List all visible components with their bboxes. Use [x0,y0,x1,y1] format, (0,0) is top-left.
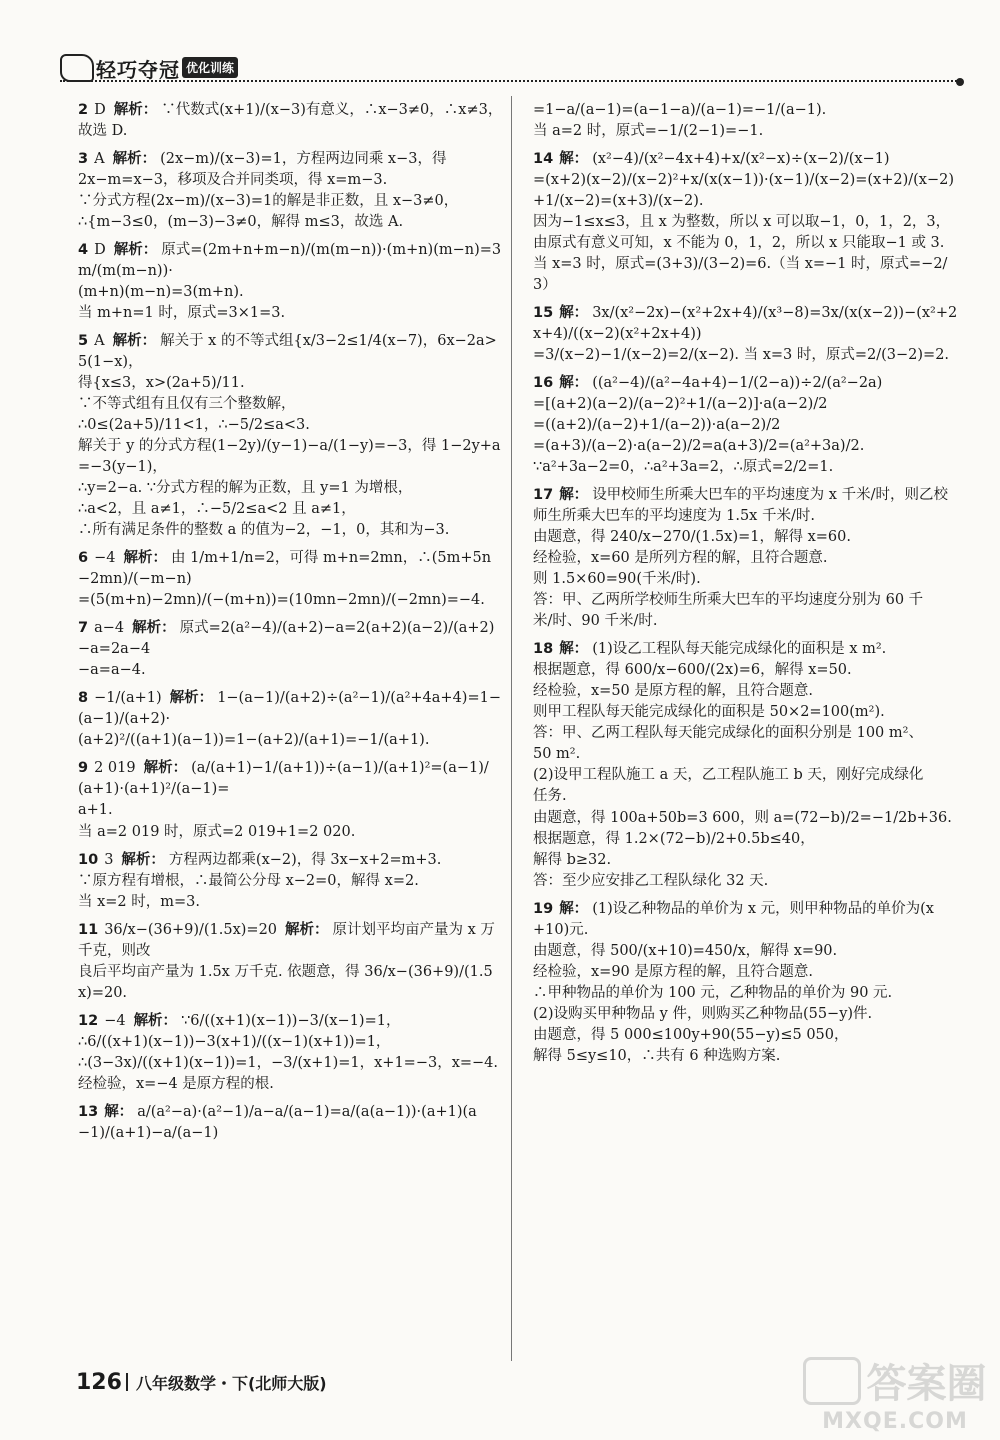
solution-text: 设甲校师生所乘大巴车的平均速度为 x 千米/时，则乙校 [592,487,948,504]
answer-item [533,899,963,1067]
question-number: 8 [78,690,89,707]
question-number: 12 [78,1012,99,1029]
answer-line [78,415,503,436]
analysis-tag: 解析： [112,151,157,168]
answer-line [533,899,963,920]
solution-text: a+1. [78,802,113,819]
question-number: 4 [78,242,89,259]
analysis-tag: 解： [559,151,589,168]
answer-line [78,282,503,303]
answer-item [533,639,963,891]
page-footer [76,1370,576,1400]
solution-text: 答：甲、乙两所学校师生所乘大巴车的平均速度分别为 60 千 [533,592,924,609]
answer-line [78,800,503,821]
solution-text: =3/(x−2)−1/(x−2)=2/(x−2). 当 x=3 时，原式=2/(3−2)=2. [533,347,950,364]
question-number: 2 [78,102,89,118]
brand-subtitle: 优化训练 [182,57,238,78]
answer-choice: D [94,102,106,118]
analysis-tag: 解析： [133,1012,178,1029]
answer-line [533,920,963,941]
analysis-tag: 解析： [123,550,167,567]
brand-name: 轻巧夺冠 [96,58,180,82]
answer-line [78,100,503,142]
answer-item [533,149,963,296]
answer-line [78,850,503,871]
answer-line [533,506,963,527]
question-number: 9 [78,760,89,777]
answer-line [533,850,963,871]
answer-line [533,681,963,702]
answer-choice: −4 [94,550,116,567]
solution-text: 根据题意，得 600/x−600/(2x)=6，解得 x=50. [533,662,852,679]
watermark [800,1352,990,1432]
answer-line [533,723,963,744]
analysis-tag: 解析： [113,102,158,118]
answer-line [78,660,503,681]
solution-text: 原式=(2m+n+m−n)/(m(m−n))·(m+n)(m−n)=3m/(m(m−n))· [78,242,502,280]
analysis-tag: 解析： [113,242,158,259]
solution-text: (1)设乙种物品的单价为 x 元，则甲种物品的单价为(x [592,900,934,917]
answer-line [78,373,503,394]
question-number: 16 [533,375,554,392]
page-header [60,50,960,90]
answer-line [533,527,963,548]
solution-text: 解关于 x 的不等式组{x/3−2≤1/4(x−7)，6x−2a>5(1−x)， [78,333,497,371]
question-number: 5 [78,333,89,350]
solution-text: ∴a<2，且 a≠1，∴−5/2≤a<2 且 a≠1， [78,501,356,518]
solution-text: ∴6/((x+1)(x−1))−3(x+1)/((x−1)(x+1))=1， [78,1033,391,1050]
answer-line [78,1032,503,1053]
solution-text: 3x/(x²−2x)−(x²+2x+4)/(x³−8)=3x/(x(x−2))−(x²+2x+4)/((x−2)(x²+2x+4)) [533,305,958,343]
answer-line [78,1011,503,1032]
answer-line [78,920,503,962]
answer-line [533,1004,963,1025]
answer-item [533,485,963,632]
solution-text: 方程两边都乘(x−2)，得 3x−x+2=m+3. [168,851,442,868]
answer-line [533,871,963,892]
answer-line [78,618,503,660]
answer-line [78,436,503,478]
left-column [78,100,503,1151]
answer-line [533,639,963,660]
solution-text: 当 a=2 时，原式=−1/(2−1)=−1. [533,123,764,140]
solution-text: 当 x=3 时，原式=(3+3)/(3−2)=6.（当 x=−1 时，原式=−2/3） [533,256,948,294]
solution-text: ((a²−4)/(a²−4a+4)−1/(2−a))÷2/(a²−2a) [592,375,883,392]
answer-line [533,941,963,962]
solution-text: 由题意，得 5 000≤100y+90(55−y)≤5 050， [533,1026,849,1043]
answer-line [533,485,963,506]
answer-line [533,569,963,590]
solution-text: 米/时、90 千米/时. [533,613,658,630]
solution-text: 由 1/m+1/n=2，可得 m+n=2mn，∴(5m+5n−2mn)/(−m−n) [78,550,492,588]
answer-line [78,303,503,324]
solution-text: 解得 b≥32. [533,851,612,868]
solution-text: 由题意，得 240/x−270/(1.5x)=1，解得 x=60. [533,529,851,546]
header-rule-dot [956,78,964,86]
analysis-tag: 解析： [285,921,329,938]
answer-choice: A [94,151,105,168]
answer-line [78,892,503,913]
solution-text: 当 x=2 时，m=3. [78,893,201,910]
answer-item [78,331,503,541]
answer-line [533,121,963,142]
answer-line [533,149,963,170]
solution-text: 则 1.5×60=90(千米/时). [533,571,701,588]
solution-text: 经检验，x=60 是所列方程的解，且符合题意. [533,550,828,567]
answer-item [78,149,503,233]
solution-text: −a=a−4. [78,662,146,679]
solution-text: 答：甲、乙两工程队每天能完成绿化的面积分别是 100 m²、 [533,725,923,742]
answer-line [533,962,963,983]
analysis-tag: 解析： [132,620,176,637]
analysis-tag: 解： [559,375,589,392]
answer-line [78,962,503,1004]
solution-text: (2x−m)/(x−3)=1，方程两边同乘 x−3，得 [160,151,447,168]
answer-line [533,373,963,394]
answer-item [78,1102,503,1144]
answer-choice: A [94,333,105,350]
answer-line [78,240,503,282]
answer-item [533,100,963,142]
solution-text: 1−(a−1)/(a+2)÷(a²−1)/(a²+4a+4)=1−(a−1)/(a+2)· [78,690,501,728]
analysis-tag: 解： [559,641,589,658]
answer-choice: a−4 [94,620,125,637]
answer-item [78,758,503,842]
answer-line [533,233,963,254]
answer-item [78,688,503,751]
header-rule [60,80,960,82]
answer-line [78,590,503,611]
answer-line [78,822,503,843]
answer-line [533,254,963,296]
question-number: 7 [78,620,89,637]
book-title: 八年级数学・下(北师大版) [135,1374,327,1393]
answer-line [78,1102,503,1144]
solution-text: (1)设乙工程队每天能完成绿化的面积是 x m². [592,641,887,658]
answer-line [533,590,963,611]
answer-line [533,415,963,436]
answer-item [533,303,963,366]
solution-text: ∴0≤(2a+5)/11<1，∴−5/2≤a<3. [78,417,310,434]
solution-text: ∴(3−3x)/((x+1)(x−1))=1，−3/(x+1)=1，x+1=−3，x=−4. [78,1054,499,1071]
analysis-tag: 解析： [143,760,188,777]
analysis-tag: 解析： [112,333,157,350]
answer-line [78,499,503,520]
answer-line [78,478,503,499]
answer-item [533,373,963,478]
solution-text: =(a+3)/(a−2)·a(a−2)/2=a(a+3)/2=(a²+3a)/2. [533,438,865,455]
answer-line [533,212,963,233]
solution-text: 由题意，得 100a+50b=3 600，则 a=(72−b)/2=−1/2b+36. [533,809,952,826]
answer-line [78,331,503,373]
question-number: 13 [78,1103,99,1120]
solution-text: (x²−4)/(x²−4x+4)+x/(x²−x)÷(x−2)/(x−1) [592,151,890,168]
solution-text: 50 m². [533,746,581,763]
question-number: 11 [78,921,99,938]
answer-line [533,611,963,632]
analysis-tag: 解： [559,900,589,917]
solution-text: 良后平均亩产量为 1.5x 万千克. 依题意，得 36/x−(36+9)/(1.5x)=20. [78,963,493,1001]
solution-text: 答：至少应安排乙工程队绿化 32 天. [533,872,769,889]
solution-text: ∴所有满足条件的整数 a 的值为−2，−1，0，其和为−3. [78,522,450,539]
footer-separator [126,1373,128,1391]
solution-text: (m+n)(m−n)=3(m+n). [78,284,244,301]
answer-line [533,808,963,829]
question-number: 15 [533,305,554,322]
solution-text: (2)设甲工程队施工 a 天，乙工程队施工 b 天，刚好完成绿化 [533,767,924,784]
solution-text: ∵6/((x+1)(x−1))−3/(x−1)=1， [181,1012,401,1029]
answer-line [533,548,963,569]
solution-text: ∵原方程有增根，∴最简公分母 x−2=0，解得 x=2. [78,872,419,889]
answer-line [533,345,963,366]
solution-text: ∵不等式组有且仅有三个整数解， [78,396,296,413]
solution-text: 得{x≤3，x>(2a+5)/11. [78,375,245,392]
answer-choice: 2 019 [94,760,136,777]
solution-text: 原式=2(a²−4)/(a+2)−a=2(a+2)(a−2)/(a+2)−a=2a−4 [78,620,495,658]
answer-line [533,170,963,212]
solution-text: ∴甲种物品的单价为 100 元，乙种物品的单价为 90 元. [533,984,893,1001]
solution-text: a/(a²−a)·(a²−1)/a−a/(a−1)=a/(a(a−1))·(a+1)(a−1)/(a+1)−a/(a−1) [78,1103,477,1141]
solution-text: =(x+2)(x−2)/(x−2)²+x/(x(x−1))·(x−1)/(x−2)=(x+2)/(x−2)+1/(x−2)=(x+3)/(x−2). [533,172,955,210]
answer-line [533,100,963,121]
solution-text: 由题意，得 500/(x+10)=450/x，解得 x=90. [533,942,838,959]
watermark-logo-icon [803,1357,861,1405]
question-number: 17 [533,487,554,504]
solution-text: ∵代数式(x+1)/(x−3)有意义，∴x−3≠0，∴x≠3，故选 D. [78,102,503,140]
solution-text: (a+2)²/((a+1)(a−1))=1−(a+2)/(a+1)=−1/(a+1). [78,732,430,749]
question-number: 6 [78,550,89,567]
solution-text: 经检验，x=−4 是原方程的根. [78,1075,274,1092]
answer-choice: 3 [104,851,114,868]
solution-text: =((a+2)/(a−2)+1/(a−2))·a(a−2)/2 [533,417,781,434]
right-column [533,100,963,1074]
answer-line [533,436,963,457]
solution-text: 经检验，x=50 是原方程的解，且符合题意. [533,683,813,700]
question-number: 19 [533,900,554,917]
answer-item [78,240,503,324]
solution-text: =[(a+2)(a−2)/(a−2)²+1/(a−2)]·a(a−2)/2 [533,396,828,413]
solution-text: 原计划平均亩产量为 x 万千克，则改 [78,921,495,959]
answer-line [533,1025,963,1046]
analysis-tag: 解： [104,1103,134,1120]
answer-line [78,730,503,751]
solution-text: (a/(a+1)−1/(a+1))÷(a−1)/(a+1)²=(a−1)/(a+1)·(a+1)²/(a−1)= [78,760,489,798]
answer-line [78,1053,503,1074]
watermark-text: 答案圈 [866,1361,987,1407]
answer-line [78,191,503,212]
brand-logo-icon [60,54,94,82]
solution-text: ∴y=2−a. ∵分式方程的解为正数，且 y=1 为增根， [78,480,413,497]
answer-item [78,100,503,142]
answer-line [533,660,963,681]
answer-line [78,548,503,590]
solution-text: 当 m+n=1 时，原式=3×1=3. [78,305,286,322]
answer-line [78,170,503,191]
answer-line [533,744,963,765]
solution-text: =1−a/(a−1)=(a−1−a)/(a−1)=−1/(a−1). [533,102,827,118]
answer-choice: D [94,242,106,259]
answer-line [78,212,503,233]
page-number: 126 [76,1370,122,1395]
answer-item [78,548,503,611]
answer-line [533,1046,963,1067]
solution-text: 当 a=2 019 时，原式=2 019+1=2 020. [78,823,356,840]
answer-line [78,688,503,730]
solution-text: 2x−m=x−3，移项及合并同类项，得 x=m−3. [78,172,388,189]
answer-line [533,829,963,850]
question-number: 10 [78,851,99,868]
solution-text: 经检验，x=90 是原方程的解，且符合题意. [533,963,813,980]
answer-line [533,983,963,1004]
analysis-tag: 解析： [121,851,165,868]
analysis-tag: 解： [559,305,589,322]
solution-text: (2)设购买甲种物品 y 件，则购买乙种物品(55−y)件. [533,1005,873,1022]
column-divider [511,96,512,1361]
answer-line [533,394,963,415]
solution-text: 师生所乘大巴车的平均速度为 1.5x 千米/时. [533,508,815,525]
answer-line [78,1074,503,1095]
answer-item [78,850,503,913]
answer-line [78,394,503,415]
solution-text: ∴{m−3≤0，(m−3)−3≠0，解得 m≤3，故选 A. [78,214,404,231]
solution-text: =(5(m+n)−2mn)/(−(m+n))=(10mn−2mn)/(−2mn)=−4. [78,592,485,609]
question-number: 18 [533,641,554,658]
solution-text: 因为−1≤x≤3，且 x 为整数，所以 x 可以取−1，0，1，2，3， [533,214,951,231]
answer-line [533,786,963,807]
answer-line [78,520,503,541]
solution-text: 解关于 y 的分式方程(1−2y)/(y−1)−a/(1−y)=−3，得 1−2y+a=−3(y−1)， [78,438,501,476]
answer-line [78,758,503,800]
answer-item [78,920,503,1004]
answer-choice: −1/(a+1) [94,690,162,707]
solution-text: 解得 5≤y≤10，∴共有 6 种选购方案. [533,1047,781,1064]
answer-line [533,457,963,478]
analysis-tag: 解析： [169,690,214,707]
watermark-url: MXQE.COM [822,1409,968,1434]
answer-line [78,871,503,892]
question-number: 14 [533,151,554,168]
answer-line [533,702,963,723]
solution-text: 根据题意，得 1.2×(72−b)/2+0.5b≤40， [533,830,815,847]
solution-text: 由原式有意义可知，x 不能为 0，1，2，所以 x 只能取−1 或 3. [533,235,945,252]
answer-item [78,1011,503,1095]
answer-item [78,618,503,681]
answer-choice: −4 [104,1012,126,1029]
solution-text: ∵分式方程(2x−m)/(x−3)=1的解是非正数，且 x−3≠0， [78,193,459,210]
answer-line [533,765,963,786]
answer-line [78,149,503,170]
solution-text: ∵a²+3a−2=0，∴a²+3a=2，∴原式=2/2=1. [533,459,834,476]
answer-choice: 36/x−(36+9)/(1.5x)=20 [104,921,278,938]
question-number: 3 [78,151,89,168]
solution-text: 任务. [533,788,567,805]
answer-line [533,303,963,345]
analysis-tag: 解： [559,487,589,504]
solution-text: 则甲工程队每天能完成绿化的面积是 50×2=100(m²). [533,704,885,721]
solution-text: +10)元. [533,921,589,938]
